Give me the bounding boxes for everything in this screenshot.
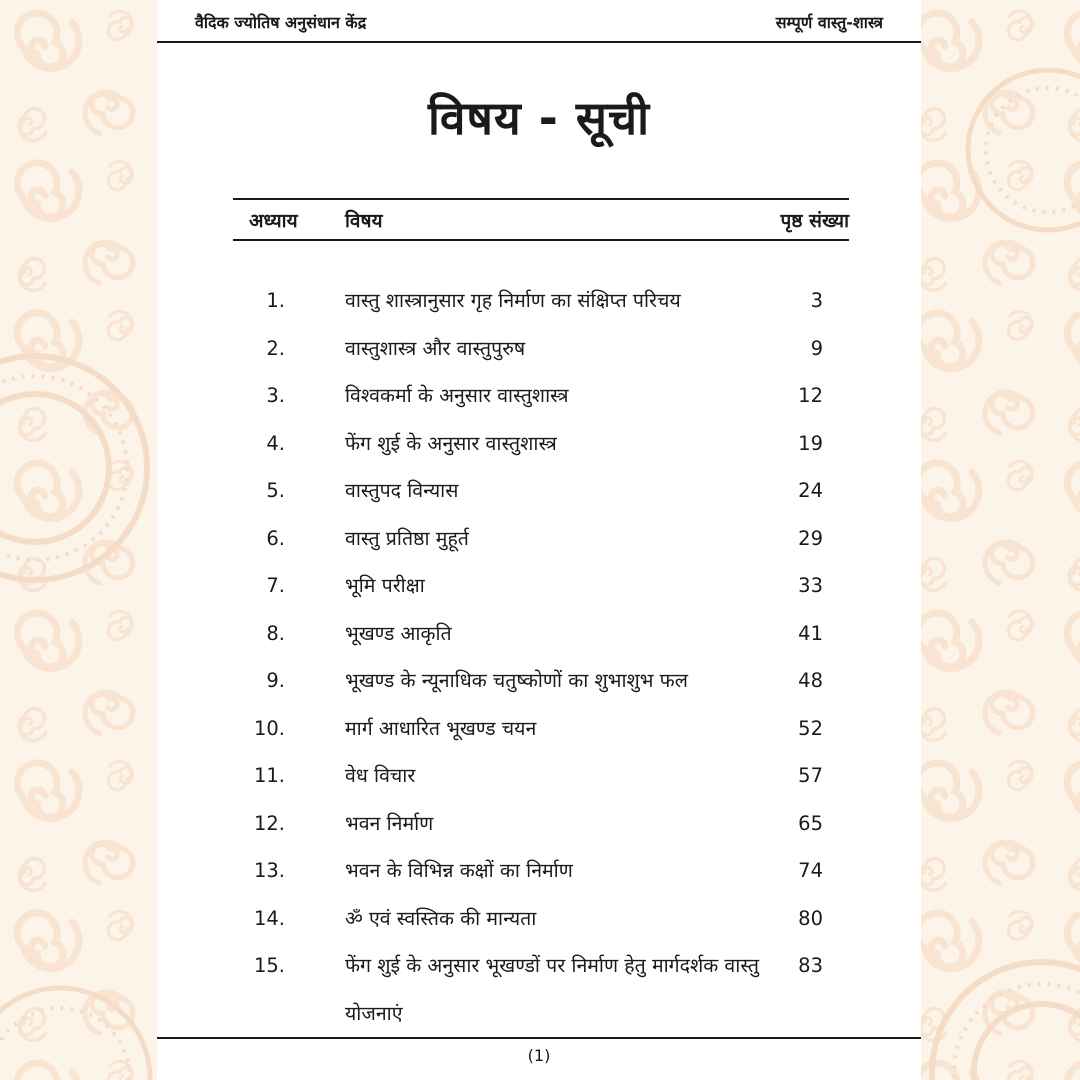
document-page — [157, 0, 921, 1080]
chapter-title: वास्तुशास्त्र और वास्तुपुरुष — [345, 336, 526, 360]
page-number: 3 — [810, 289, 823, 312]
table-body — [233, 277, 849, 1037]
chapter-title: वेध विचार — [345, 764, 416, 787]
chapter-title: ॐ एवं स्वस्तिक की मान्यता — [345, 906, 537, 930]
chapter-title: भूखण्ड के न्यूनाधिक चतुष्कोणों का शुभाशुभ फल — [345, 669, 688, 692]
chapter-number: 7. — [266, 574, 285, 597]
column-header-chapter: अध्याय — [249, 209, 298, 232]
page-number: 74 — [798, 859, 823, 882]
chapter-number: 12. — [253, 811, 285, 835]
running-header-right: सम्पूर्ण वास्तु-शास्त्र — [775, 13, 883, 32]
page-number: 80 — [798, 906, 823, 930]
chapter-title: भवन निर्माण — [345, 811, 434, 835]
page-number: 33 — [798, 574, 823, 597]
page-footer — [157, 1046, 921, 1065]
chapter-number: 4. — [266, 431, 285, 455]
footer-divider-rule — [157, 1037, 921, 1039]
chapter-title: मार्ग आधारित भूखण्ड चयन — [345, 716, 537, 740]
table-row — [233, 325, 849, 373]
table-row — [233, 800, 849, 848]
chapter-number: 1. — [266, 289, 285, 312]
table-row — [233, 752, 849, 800]
chapter-number: 8. — [266, 621, 285, 645]
column-header-topic: विषय — [345, 209, 383, 232]
chapter-number: 9. — [266, 669, 285, 692]
table-row — [233, 515, 849, 563]
chapter-number: 14. — [253, 906, 285, 930]
chapter-number: 3. — [266, 384, 285, 407]
chapter-number: 10. — [253, 716, 285, 740]
chapter-title: फेंग शुई के अनुसार वास्तुशास्त्र — [345, 431, 557, 455]
table-row — [233, 562, 849, 610]
table-row — [233, 610, 849, 658]
running-header-left: वैदिक ज्योतिष अनुसंधान केंद्र — [195, 13, 367, 32]
folio-number: (1) — [527, 1046, 551, 1065]
chapter-title: भूमि परीक्षा — [345, 574, 425, 597]
chapter-title: वास्तु प्रतिष्ठा मुहूर्त — [345, 526, 469, 550]
header-divider-rule — [157, 41, 921, 43]
page-number: 48 — [798, 669, 823, 692]
page-number: 41 — [798, 621, 823, 645]
table-row — [233, 895, 849, 943]
page-number: 9 — [810, 336, 823, 360]
table-header-row — [233, 198, 849, 241]
table-of-contents — [233, 198, 849, 1037]
chapter-number: 2. — [266, 336, 285, 360]
page-number: 24 — [798, 479, 823, 502]
table-row — [233, 847, 849, 895]
table-row — [233, 372, 849, 420]
chapter-number: 15. — [253, 954, 285, 977]
table-row — [233, 705, 849, 753]
page-number: 29 — [798, 526, 823, 550]
chapter-number: 6. — [266, 526, 285, 550]
page-number: 65 — [798, 811, 823, 835]
chapter-title: भवन के विभिन्न कक्षों का निर्माण — [345, 859, 573, 882]
table-row — [233, 420, 849, 468]
page-number: 83 — [798, 954, 823, 977]
column-header-page: पृष्ठ संख्या — [780, 209, 849, 232]
chapter-title: वास्तुपद विन्यास — [345, 479, 459, 502]
chapter-title: फेंग शुई के अनुसार भूखण्डों पर निर्माण हेतु मार्गदर्शक वास्तु योजनाएं — [345, 954, 760, 1025]
page-number: 19 — [798, 431, 823, 455]
table-row — [233, 277, 849, 325]
chapter-number: 13. — [253, 859, 285, 882]
chapter-number: 11. — [253, 764, 285, 787]
page-number: 12 — [798, 384, 823, 407]
table-row — [233, 467, 849, 515]
chapter-title: वास्तु शास्त्रानुसार गृह निर्माण का संक्षिप्त परिचय — [345, 289, 681, 312]
page-title: विषय - सूची — [427, 91, 651, 145]
page-number: 57 — [798, 764, 823, 787]
page-number: 52 — [798, 716, 823, 740]
running-header — [195, 12, 883, 34]
chapter-title: विश्वकर्मा के अनुसार वास्तुशास्त्र — [345, 384, 569, 407]
chapter-title: भूखण्ड आकृति — [345, 621, 452, 645]
table-row — [233, 657, 849, 705]
chapter-number: 5. — [266, 479, 285, 502]
table-row — [233, 942, 849, 1037]
